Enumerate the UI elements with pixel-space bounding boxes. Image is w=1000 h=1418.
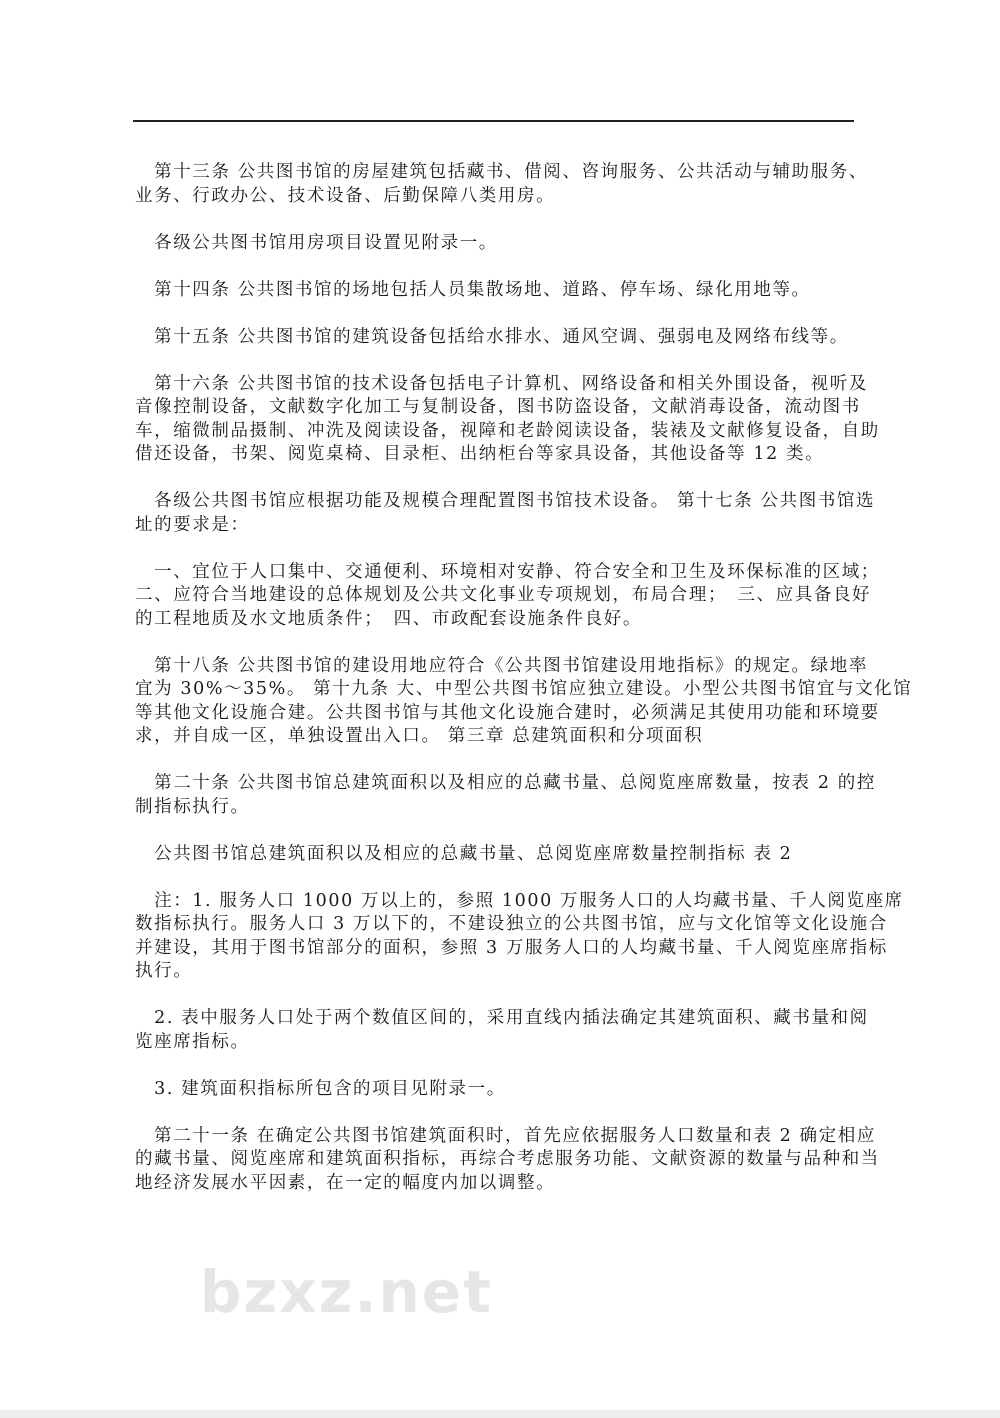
text-line: 第二十条 公共图书馆总建筑面积以及相应的总藏书量、总阅览座席数量，按表 2 的控 bbox=[135, 773, 876, 793]
text-line: 公共图书馆总建筑面积以及相应的总藏书量、总阅览座席数量控制指标 表 2 bbox=[135, 843, 793, 864]
text-line: 并建设，其用于图书馆部分的面积，参照 3 万服务人口的人均藏书量、千人阅览座席指标 bbox=[135, 937, 888, 958]
text-line: 址的要求是： bbox=[135, 514, 250, 535]
text-line: 3. 建筑面积指标所包含的项目见附录一。 bbox=[135, 1078, 506, 1099]
text-line: 地经济发展水平因素，在一定的幅度内加以调整。 bbox=[135, 1172, 556, 1193]
paragraph bbox=[135, 373, 880, 467]
watermark: bzxz.net bbox=[200, 1258, 493, 1326]
text-line: 的藏书量、阅览座席和建筑面积指标，再综合考虑服务功能、文献资源的数量与品种和当 bbox=[135, 1149, 880, 1169]
text-line: 第十六条 公共图书馆的技术设备包括电子计算机、网络设备和相关外围设备，视听及 bbox=[135, 373, 868, 394]
text-line: 注：1. 服务人口 1000 万以上的，参照 1000 万服务人口的人均藏书量、千人阅览座席 bbox=[135, 890, 904, 911]
paragraph bbox=[135, 1078, 855, 1102]
paragraph bbox=[135, 326, 855, 350]
paragraph bbox=[135, 890, 904, 984]
text-line: 二、应符合当地建设的总体规划及公共文化事业专项规划，布局合理； 三、应具备良好 bbox=[135, 585, 872, 605]
text-line: 借还设备，书架、阅览桌椅、目录柜、出纳柜台等家具设备，其他设备等 12 类。 bbox=[135, 444, 825, 464]
text-line: 览座席指标。 bbox=[135, 1031, 250, 1052]
text-line: 业务、行政办公、技术设备、后勤保障八类用房。 bbox=[135, 185, 556, 206]
paragraph bbox=[135, 772, 876, 819]
text-line: 数指标执行。服务人口 3 万以下的，不建设独立的公共图书馆，应与文化馆等文化设施合 bbox=[135, 914, 888, 934]
text-line: 制指标执行。 bbox=[135, 796, 250, 817]
text-line: 的工程地质及水文地质条件； 四、市政配套设施条件良好。 bbox=[135, 608, 642, 629]
paragraph bbox=[135, 279, 855, 303]
text-line: 各级公共图书馆用房项目设置见附录一。 bbox=[135, 232, 498, 253]
text-line: 等其他文化设施合建。公共图书馆与其他文化设施合建时，必须满足其使用功能和环境要 bbox=[135, 702, 880, 723]
text-line: 一、宜位于人口集中、交通便利、环境相对安静、符合安全和卫生及环保标准的区域； bbox=[135, 561, 880, 582]
text-line: 执行。 bbox=[135, 961, 193, 981]
text-line: 第十四条 公共图书馆的场地包括人员集散场地、道路、停车场、绿化用地等。 bbox=[135, 279, 811, 300]
document-body bbox=[135, 161, 913, 1219]
text-line: 第二十一条 在确定公共图书馆建筑面积时，首先应依据服务人口数量和表 2 确定相应 bbox=[135, 1125, 876, 1146]
paragraph bbox=[135, 1125, 880, 1196]
paragraph bbox=[135, 161, 868, 208]
paragraph bbox=[135, 843, 855, 867]
page-bottom-edge bbox=[0, 1410, 1000, 1418]
text-line: 音像控制设备，文献数字化加工与复制设备，图书防盗设备，文献消毒设备，流动图书 bbox=[135, 397, 861, 417]
text-line: 宜为 30%～35%。 第十九条 大、中型公共图书馆应独立建设。小型公共图书馆宜与文化馆 bbox=[135, 679, 913, 699]
text-line: 各级公共图书馆应根据功能及规模合理配置图书馆技术设备。 第十七条 公共图书馆选 bbox=[135, 491, 876, 511]
paragraph bbox=[135, 655, 913, 749]
paragraph bbox=[135, 561, 880, 632]
text-line: 第十八条 公共图书馆的建设用地应符合《公共图书馆建设用地指标》的规定。绿地率 bbox=[135, 655, 868, 676]
paragraph bbox=[135, 490, 876, 537]
paragraph bbox=[135, 1007, 869, 1054]
text-line: 车，缩微制品摄制、冲洗及阅读设备，视障和老龄阅读设备，装裱及文献修复设备，自助 bbox=[135, 420, 880, 441]
text-line: 求，并自成一区，单独设置出入口。 第三章 总建筑面积和分项面积 bbox=[135, 726, 704, 746]
text-line: 2. 表中服务人口处于两个数值区间的，采用直线内插法确定其建筑面积、藏书量和阅 bbox=[135, 1008, 869, 1028]
text-line: 第十五条 公共图书馆的建筑设备包括给水排水、通风空调、强弱电及网络布线等。 bbox=[135, 326, 849, 347]
text-line: 第十三条 公共图书馆的房屋建筑包括藏书、借阅、咨询服务、公共活动与辅助服务、 bbox=[135, 162, 868, 182]
header-rule bbox=[133, 120, 854, 122]
paragraph bbox=[135, 232, 855, 256]
